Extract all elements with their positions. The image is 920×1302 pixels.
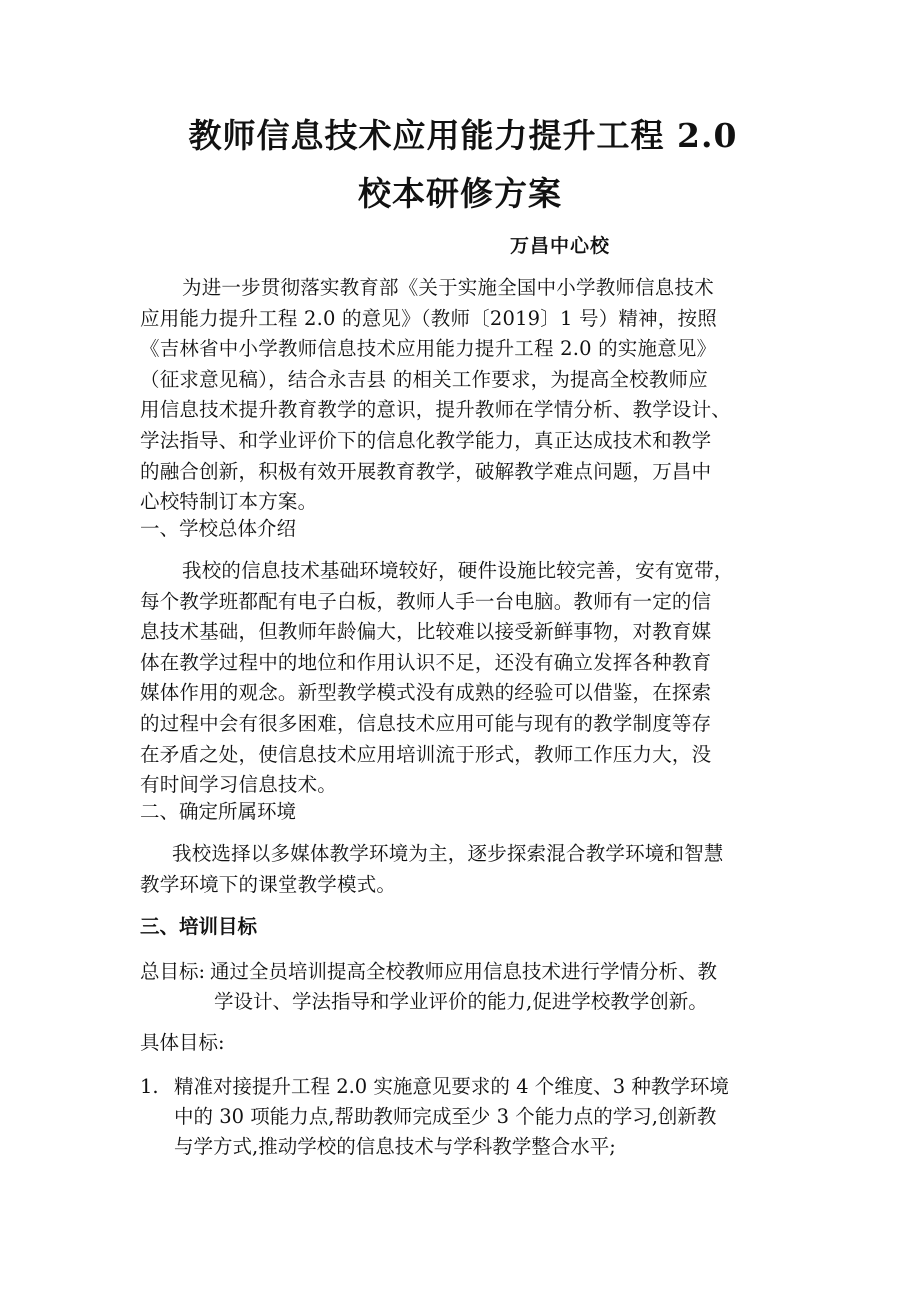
overall-goal-line: 通过全员培训提高全校教师应用信息技术进行学情分析、教 bbox=[210, 960, 718, 983]
specific-goals-label: 具体目标: bbox=[140, 1031, 225, 1054]
list-item-line: 与学方式,推动学校的信息技术与学科教学整合水平; bbox=[174, 1135, 616, 1158]
document-title-line2: 校本研修方案 bbox=[358, 174, 562, 213]
section2-paragraph bbox=[140, 839, 724, 900]
section2-heading: 二、确定所属环境 bbox=[140, 800, 297, 823]
section1-heading: 一、学校总体介绍 bbox=[140, 517, 297, 540]
overall-goal-label: 总目标: bbox=[140, 960, 206, 983]
paragraph-line: 《吉林省中小学教师信息技术应用能力提升工程 2.0 的实施意见》 bbox=[140, 337, 717, 361]
paragraph-line: 心校特制订本方案。 bbox=[140, 490, 318, 514]
overall-goal-line: 学设计、学法指导和学业评价的能力,促进学校教学创新。 bbox=[214, 990, 708, 1013]
paragraph-line: 应用能力提升工程 2.0 的意见》（教师〔2019〕1 号）精神，按照 bbox=[140, 306, 717, 330]
paragraph-line: 在矛盾之处，使信息技术应用培训流于形式，教师工作压力大，没 bbox=[140, 742, 712, 766]
section3-heading: 三、培训目标 bbox=[140, 915, 258, 938]
paragraph-line: 我校选择以多媒体教学环境为主，逐步探索混合教学环境和智慧 bbox=[172, 842, 724, 865]
paragraph-line: 教学环境下的课堂教学模式。 bbox=[140, 872, 397, 896]
paragraph-line: 的过程中会有很多困难，信息技术应用可能与现有的教学制度等存 bbox=[140, 711, 712, 735]
paragraph-line: 我校的信息技术基础环境较好，硬件设施比较完善，安有宽带， bbox=[182, 559, 734, 582]
paragraph-line: 学法指导、和学业评价下的信息化教学能力，真正达成技术和教学 bbox=[140, 428, 712, 452]
list-item-number: 1. bbox=[140, 1075, 159, 1098]
paragraph-line: 为进一步贯彻落实教育部《关于实施全国中小学教师信息技术 bbox=[182, 276, 714, 299]
paragraph-line: （征求意见稿），结合永吉县 的相关工作要求，为提高全校教师应 bbox=[140, 367, 708, 391]
list-item-line: 中的 30 项能力点,帮助教师完成至少 3 个能力点的学习,创新教 bbox=[174, 1105, 717, 1128]
paragraph-line: 的融合创新，积极有效开展教育教学，破解教学难点问题，万昌中 bbox=[140, 459, 712, 483]
intro-paragraph bbox=[140, 273, 731, 518]
paragraph-line: 每个教学班都配有电子白板，教师人手一台电脑。教师有一定的信 bbox=[140, 589, 712, 613]
paragraph-line: 体在教学过程中的地位和作用认识不足，还没有确立发挥各种教育 bbox=[140, 650, 712, 674]
document-title-line1: 教师信息技术应用能力提升工程 2.0 bbox=[188, 116, 738, 155]
document-author: 万昌中心校 bbox=[510, 235, 611, 257]
paragraph-line: 用信息技术提升教育教学的意识，提升教师在学情分析、教学设计、 bbox=[140, 398, 732, 422]
paragraph-line: 息技术基础，但教师年龄偏大，比较难以接受新鲜事物，对教育媒 bbox=[140, 620, 712, 644]
paragraph-line: 有时间学习信息技术。 bbox=[140, 773, 338, 797]
paragraph-line: 媒体作用的观念。新型教学模式没有成熟的经验可以借鉴，在探索 bbox=[140, 681, 712, 705]
list-item-line: 精准对接提升工程 2.0 实施意见要求的 4 个维度、3 种教学环境 bbox=[174, 1075, 729, 1098]
section1-paragraph bbox=[140, 556, 734, 801]
